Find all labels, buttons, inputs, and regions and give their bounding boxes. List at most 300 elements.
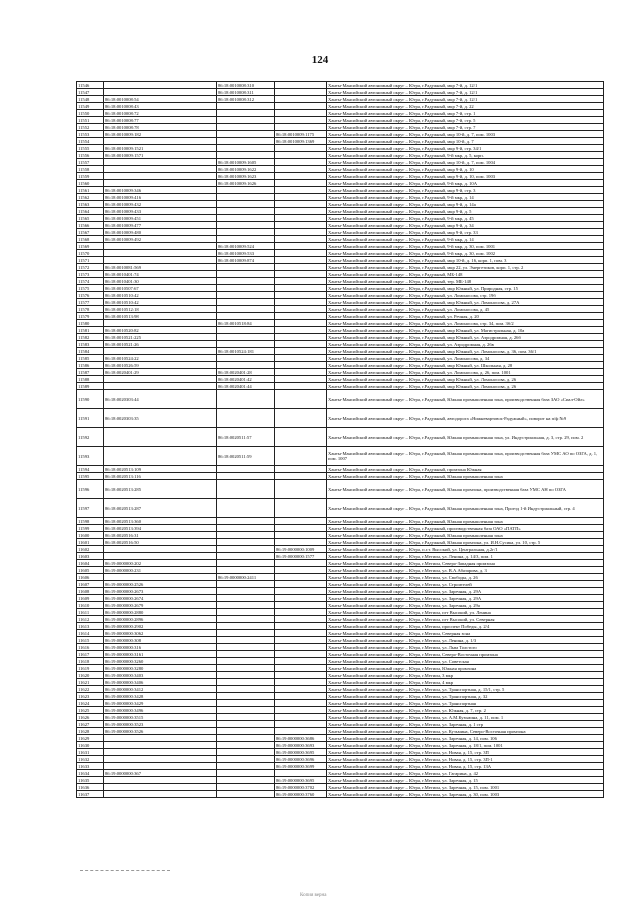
cadastral-number-1: 86:18:0010009:1571 <box>104 152 217 159</box>
cadastral-number-2 <box>217 327 275 334</box>
table-row <box>77 679 604 686</box>
cadastral-number-2 <box>217 532 275 539</box>
cadastral-number-3 <box>275 145 327 152</box>
address-cell: Ханты-Мансийский автономный округ – Югра, г.Мегион, ул. Заречная, д. 30, пом. 1003 <box>327 791 604 798</box>
address-cell: Ханты-Мансийский автономный округ – Югра, г.Радужный, мкр 9-й, стр. 3 <box>327 187 604 194</box>
cadastral-number-2 <box>217 215 275 222</box>
table-row <box>77 700 604 707</box>
cadastral-number-1: 86:19:0000000:316 <box>104 644 217 651</box>
row-number: 11624 <box>77 700 104 707</box>
cadastral-number-1 <box>104 348 217 355</box>
table-row <box>77 292 604 299</box>
cadastral-number-3 <box>275 229 327 236</box>
cadastral-number-2: 86:18:0010008:310 <box>217 82 275 89</box>
row-number: 11595 <box>77 473 104 480</box>
row-number: 11579 <box>77 313 104 320</box>
row-number: 11551 <box>77 117 104 124</box>
cadastral-number-1: 86:19:0000000:2902 <box>104 623 217 630</box>
table-row <box>77 271 604 278</box>
row-number: 11637 <box>77 791 104 798</box>
cadastral-number-1: 86:18:0010009:433 <box>104 208 217 215</box>
address-cell: Ханты-Мансийский автономный округ – Югра, г.Радужный, мкр 9-й, д. 10, пом. 1003 <box>327 173 604 180</box>
cadastral-number-2 <box>217 560 275 567</box>
table-row <box>77 278 604 285</box>
address-cell: Ханты-Мансийский автономный округ – Югра, г.Радужный, мкр Южный, ул. Ломоносова, д. 36, пом. 36/1 <box>327 348 604 355</box>
cadastral-number-2: 86:18:0010009:533 <box>217 250 275 257</box>
address-cell: Ханты-Мансийский автономный округ – Югра, г.Радужный, ул. Ломоносова, стр. 34, пом. 3б/2 <box>327 320 604 327</box>
row-number: 11550 <box>77 110 104 117</box>
cadastral-number-3 <box>275 609 327 616</box>
page-number: 124 <box>311 54 329 66</box>
cadastral-number-1: 86:18:0010008:78 <box>104 124 217 131</box>
row-number: 11581 <box>77 327 104 334</box>
table-row <box>77 376 604 383</box>
cadastral-number-1: 86:19:0000000:3429 <box>104 700 217 707</box>
address-cell: Ханты-Мансийский автономный округ – Югра, г.Радужный, мкр Южный, ул. Ломоносова, д. 27А <box>327 299 604 306</box>
cadastral-number-2 <box>217 553 275 560</box>
cadastral-number-3 <box>275 595 327 602</box>
row-number: 11622 <box>77 686 104 693</box>
address-cell: Ханты-Мансийский автономный округ – Югра, г.Мегион, ул. Заречная, д. 15 <box>327 777 604 784</box>
cadastral-number-1: 86:18:0010521:225 <box>104 334 217 341</box>
address-cell: Ханты-Мансийский автономный округ – Югра, г.Мегион, ул. Гагарина, д. 42 <box>327 770 604 777</box>
cadastral-number-1: 86:19:0000000:3496 <box>104 707 217 714</box>
table-row <box>77 229 604 236</box>
row-number: 11558 <box>77 166 104 173</box>
address-cell: Ханты-Мансийский автономный округ – Югра, г.Радужный, 9-й мкр, д. 30, пом. 1002 <box>327 250 604 257</box>
cadastral-number-2 <box>217 539 275 546</box>
cadastral-number-3 <box>275 665 327 672</box>
cadastral-number-2 <box>217 679 275 686</box>
cadastral-number-1 <box>104 777 217 784</box>
cadastral-number-1 <box>104 320 217 327</box>
row-number: 11556 <box>77 152 104 159</box>
address-cell: Ханты-Мансийский автономный округ – Югра, г.Мегион, Северо-Западная промзона <box>327 560 604 567</box>
cadastral-number-3 <box>275 264 327 271</box>
row-number: 11634 <box>77 770 104 777</box>
address-cell: Ханты-Мансийский автономный округ – Югра, г.Радужный, 9-й мкр, д. 45 <box>327 215 604 222</box>
cadastral-number-3 <box>275 728 327 735</box>
cadastral-number-3 <box>275 96 327 103</box>
address-cell: Ханты-Мансийский автономный округ – Югра, г.Радужный, Южная промзона, производственная база УМС АН по ОЗГА <box>327 480 604 499</box>
address-cell: Ханты-Мансийский автономный округ – Югра, г.Радужный, мкр 7-й, стр. 7 <box>327 124 604 131</box>
table-row <box>77 735 604 742</box>
cadastral-number-2 <box>217 770 275 777</box>
cadastral-number-3 <box>275 285 327 292</box>
cadastral-number-2 <box>217 602 275 609</box>
table-row <box>77 250 604 257</box>
cadastral-number-2: 86:18:0010518:84 <box>217 320 275 327</box>
cadastral-number-2 <box>217 518 275 525</box>
cadastral-number-1: 86:19:0000000:2674 <box>104 595 217 602</box>
cadastral-number-3 <box>275 362 327 369</box>
cadastral-number-3 <box>275 292 327 299</box>
cadastral-number-2 <box>217 777 275 784</box>
cadastral-number-3 <box>275 390 327 409</box>
table-row <box>77 777 604 784</box>
table-row <box>77 588 604 595</box>
cadastral-number-1: 86:19:0000000:367 <box>104 770 217 777</box>
address-cell: Ханты-Мансийский автономный округ – Югра, г.Мегион, ул. Заречная, д. 1 стр <box>327 721 604 728</box>
table-row <box>77 145 604 152</box>
cadastral-number-3: 86:19:0000000:3702 <box>275 784 327 791</box>
cadastral-number-1: 86:19:0000000:2679 <box>104 602 217 609</box>
cadastral-number-1 <box>104 742 217 749</box>
cadastral-number-1 <box>104 257 217 264</box>
cadastral-number-2 <box>217 152 275 159</box>
row-number: 11625 <box>77 707 104 714</box>
cadastral-number-2 <box>217 480 275 499</box>
cadastral-number-1: 86:18:0010510:42 <box>104 292 217 299</box>
cadastral-number-2 <box>217 355 275 362</box>
cadastral-number-3 <box>275 574 327 581</box>
cadastral-number-1: 86:18:0010008:54 <box>104 96 217 103</box>
table-row <box>77 466 604 473</box>
address-cell: Ханты-Мансийский автономный округ – Югра, г.Радужный, производственная база ОАО «ПАТП» <box>327 525 604 532</box>
table-row <box>77 201 604 208</box>
cadastral-number-2 <box>217 609 275 616</box>
cadastral-number-3 <box>275 630 327 637</box>
row-number: 11601 <box>77 539 104 546</box>
table-row <box>77 693 604 700</box>
address-cell: Ханты-Мансийский автономный округ – Югра, г.Мегион, ул. Строителей <box>327 581 604 588</box>
table-row <box>77 173 604 180</box>
row-number: 11568 <box>77 236 104 243</box>
row-number: 11591 <box>77 409 104 428</box>
cadastral-number-3 <box>275 313 327 320</box>
table-row <box>77 131 604 138</box>
address-cell: Ханты-Мансийский автономный округ – Югра, г.Мегион, ул. Новая, д. 15, стр. 3П <box>327 749 604 756</box>
row-number: 11611 <box>77 609 104 616</box>
cadastral-number-1: 86:19:0000000:231 <box>104 567 217 574</box>
table-row <box>77 546 604 553</box>
table-row <box>77 187 604 194</box>
cadastral-number-3 <box>275 271 327 278</box>
table-row <box>77 285 604 292</box>
table-row <box>77 362 604 369</box>
cadastral-number-3 <box>275 672 327 679</box>
cadastral-number-3 <box>275 208 327 215</box>
cadastral-number-1: 86:19:0000000:2896 <box>104 616 217 623</box>
row-number: 11574 <box>77 278 104 285</box>
address-cell: Ханты-Мансийский автономный округ – Югра, г.Мегион, ул. Южная, д. 7, стр. 2 <box>327 707 604 714</box>
table-row <box>77 89 604 96</box>
cadastral-number-3: 86:19:0000000:3699 <box>275 763 327 770</box>
table-row <box>77 152 604 159</box>
row-number: 11605 <box>77 567 104 574</box>
address-cell: Ханты-Мансийский автономный округ – Югра, г.Радужный, Южная промышленная зона, ул. Индустриальная, д. 3, стр. 29, пом. 2 <box>327 428 604 447</box>
cadastral-number-1: 86:18:0010401:30 <box>104 278 217 285</box>
cadastral-number-2: 86:18:0020401:28 <box>217 369 275 376</box>
cadastral-number-2 <box>217 194 275 201</box>
row-number: 11633 <box>77 763 104 770</box>
table-row <box>77 539 604 546</box>
address-cell: Ханты-Мансийский автономный округ – Югра, г.Радужный, Южная промышленная зона <box>327 518 604 525</box>
cadastral-number-1: 86:19:0000000:3280 <box>104 665 217 672</box>
cadastral-number-1: 86:18:0010009:480 <box>104 229 217 236</box>
table-row <box>77 96 604 103</box>
row-number: 11587 <box>77 369 104 376</box>
table-row <box>77 714 604 721</box>
cadastral-number-3 <box>275 616 327 623</box>
address-cell: Ханты-Мансийский автономный округ – Югра, г.Мегион, ул. Ленина, д. 14/3, пом. 1 <box>327 553 604 560</box>
cadastral-number-1: 86:18:0020513:285 <box>104 480 217 499</box>
cadastral-number-3 <box>275 707 327 714</box>
cadastral-number-3 <box>275 376 327 383</box>
cadastral-number-3 <box>275 187 327 194</box>
row-number: 11615 <box>77 637 104 644</box>
cadastral-number-3 <box>275 355 327 362</box>
cadastral-number-2 <box>217 131 275 138</box>
row-number: 11598 <box>77 518 104 525</box>
row-number: 11573 <box>77 271 104 278</box>
cadastral-number-1 <box>104 749 217 756</box>
row-number: 11619 <box>77 665 104 672</box>
table-row <box>77 124 604 131</box>
cadastral-number-3 <box>275 637 327 644</box>
cadastral-number-3: 86:19:0000000:3695 <box>275 749 327 756</box>
table-row <box>77 763 604 770</box>
cadastral-number-3 <box>275 327 327 334</box>
cadastral-number-2 <box>217 791 275 798</box>
address-cell: Ханты-Мансийский автономный округ – Югра, г.Радужный, Южная промышленная зона <box>327 473 604 480</box>
cadastral-number-2 <box>217 208 275 215</box>
cadastral-number-2 <box>217 763 275 770</box>
table-row <box>77 581 604 588</box>
address-cell: Ханты-Мансийский автономный округ – Югра, г.Мегион, ул. А.М.Кузьмина, д. 11, пом. 1 <box>327 714 604 721</box>
row-number: 11577 <box>77 299 104 306</box>
row-number: 11584 <box>77 348 104 355</box>
table-row <box>77 784 604 791</box>
table-row <box>77 243 604 250</box>
cadastral-number-3 <box>275 567 327 574</box>
table-row <box>77 222 604 229</box>
cadastral-number-3 <box>275 215 327 222</box>
cadastral-number-3 <box>275 525 327 532</box>
cadastral-number-1: 86:19:0000000:202 <box>104 560 217 567</box>
address-cell: Ханты-Мансийский автономный округ – Югра, г.Радужный, Южная промышленная зона, производственная база УМС АО по ОЗГА, д. 1, пом. 1007 <box>327 447 604 466</box>
cadastral-number-3 <box>275 602 327 609</box>
cadastral-number-3 <box>275 236 327 243</box>
row-number: 11603 <box>77 553 104 560</box>
cadastral-number-2 <box>217 623 275 630</box>
cadastral-number-2 <box>217 546 275 553</box>
table-row <box>77 567 604 574</box>
cadastral-number-2 <box>217 686 275 693</box>
row-number: 11608 <box>77 588 104 595</box>
cadastral-number-3 <box>275 658 327 665</box>
address-cell: Ханты-Мансийский автономный округ – Югра, п.г.т. Высокий, ул. Центральная, д.2г/1 <box>327 546 604 553</box>
cadastral-number-1: 86:19:0000000:3526 <box>104 728 217 735</box>
table-row <box>77 553 604 560</box>
cadastral-number-1: 86:18:0020303:35 <box>104 409 217 428</box>
table-row <box>77 159 604 166</box>
address-cell: Ханты-Мансийский автономный округ – Югра, г.Радужный, мкр 22, ул. Энергетиков, корп. 1, стр. 2 <box>327 264 604 271</box>
row-number: 11607 <box>77 581 104 588</box>
address-cell: Ханты-Мансийский автономный округ – Югра, г.Мегион, Северо-Восточная промзона <box>327 651 604 658</box>
cadastral-number-1: 86:18:0010526:59 <box>104 362 217 369</box>
table-row <box>77 180 604 187</box>
table-row <box>77 665 604 672</box>
cadastral-number-1 <box>104 243 217 250</box>
row-number: 11621 <box>77 679 104 686</box>
cadastral-number-2 <box>217 466 275 473</box>
row-number: 11588 <box>77 376 104 383</box>
cadastral-number-1: 86:18:0020513:287 <box>104 499 217 518</box>
address-cell: Ханты-Мансийский автономный округ – Югра, г.Мегион, ул. Заречная, д. 29А <box>327 595 604 602</box>
cadastral-number-2 <box>217 525 275 532</box>
row-number: 11554 <box>77 138 104 145</box>
row-number: 11546 <box>77 82 104 89</box>
cadastral-number-3 <box>275 700 327 707</box>
cadastral-number-2 <box>217 236 275 243</box>
cadastral-number-2 <box>217 693 275 700</box>
cadastral-number-3 <box>275 770 327 777</box>
row-number: 11620 <box>77 672 104 679</box>
address-cell: Ханты-Мансийский автономный округ – Югра, г.Радужный, Южная промышленная зона <box>327 532 604 539</box>
cadastral-number-1: 86:18:0010520:82 <box>104 327 217 334</box>
row-number: 11575 <box>77 285 104 292</box>
cadastral-number-2 <box>217 390 275 409</box>
address-cell: Ханты-Мансийский автономный округ – Югра, г.Радужный, тер. МБ-148 <box>327 278 604 285</box>
cadastral-number-1: 86:18:0010008:43 <box>104 103 217 110</box>
table-row <box>77 320 604 327</box>
table-row <box>77 595 604 602</box>
row-number: 11567 <box>77 229 104 236</box>
cadastral-number-3 <box>275 243 327 250</box>
address-cell: Ханты-Мансийский автономный округ – Югра, г.Радужный, мкр 9-й, стр. 34/1 <box>327 145 604 152</box>
row-number: 11599 <box>77 525 104 532</box>
row-number: 11572 <box>77 264 104 271</box>
cadastral-number-3 <box>275 334 327 341</box>
cadastral-number-2 <box>217 299 275 306</box>
cadastral-number-3: 86:19:0000000:1009 <box>275 546 327 553</box>
address-cell: Ханты-Мансийский автономный округ – Югра, г.Радужный, ул. Ломоносова, д. 26, пом. 1001 <box>327 369 604 376</box>
cadastral-number-3 <box>275 110 327 117</box>
cadastral-number-2: 86:18:0020511:57 <box>217 428 275 447</box>
table-row <box>77 341 604 348</box>
row-number: 11600 <box>77 532 104 539</box>
row-number: 11606 <box>77 574 104 581</box>
row-number: 11632 <box>77 756 104 763</box>
table-row <box>77 742 604 749</box>
cadastral-number-1: 86:19:0000000:3062 <box>104 630 217 637</box>
cadastral-number-1: 86:18:0010009:451 <box>104 215 217 222</box>
cadastral-number-3: 86:19:0000000:3695 <box>275 777 327 784</box>
row-number: 11635 <box>77 777 104 784</box>
row-number: 11557 <box>77 159 104 166</box>
cadastral-number-3 <box>275 623 327 630</box>
cadastral-number-3: 86:19:0000000:1577 <box>275 553 327 560</box>
cadastral-number-2 <box>217 145 275 152</box>
cadastral-number-2 <box>217 707 275 714</box>
row-number: 11596 <box>77 480 104 499</box>
table-row <box>77 630 604 637</box>
table-row <box>77 499 604 518</box>
cadastral-number-2 <box>217 651 275 658</box>
table-row <box>77 447 604 466</box>
table-row <box>77 532 604 539</box>
cadastral-number-1: 86:18:0010009:416 <box>104 194 217 201</box>
row-number: 11563 <box>77 201 104 208</box>
address-cell: Ханты-Мансийский автономный округ – Югра, г.Мегион, ул. Транспортная, д. 32 <box>327 693 604 700</box>
cadastral-number-2 <box>217 292 275 299</box>
cadastral-number-3 <box>275 250 327 257</box>
cadastral-number-2 <box>217 721 275 728</box>
cadastral-number-2 <box>217 409 275 428</box>
cadastral-number-1: 86:18:0020303:44 <box>104 390 217 409</box>
row-number: 11578 <box>77 306 104 313</box>
cadastral-number-3 <box>275 518 327 525</box>
row-number: 11602 <box>77 546 104 553</box>
cadastral-number-1 <box>104 159 217 166</box>
address-cell: Ханты-Мансийский автономный округ – Югра, г.Радужный, промзона Южная <box>327 466 604 473</box>
cadastral-number-1: 86:18:0010009:1521 <box>104 145 217 152</box>
cadastral-number-2 <box>217 728 275 735</box>
address-cell: Ханты-Мансийский автономный округ – Югра, г.Мегион, ул. Льва Толстого <box>327 644 604 651</box>
address-cell: Ханты-Мансийский автономный округ – Югра, г.Радужный, мкр 10-й, д. 16, корп. 1, пом. 3 <box>327 257 604 264</box>
row-number: 11552 <box>77 124 104 131</box>
address-cell: Ханты-Мансийский автономный округ – Югра, г.Радужный, мкр 9-й, д. 14а <box>327 201 604 208</box>
table-row <box>77 138 604 145</box>
address-cell: Ханты-Мансийский автономный округ – Югра, г.Радужный, мкр 7-й, д. 12/1 <box>327 96 604 103</box>
cadastral-number-1: 86:18:0010008:77 <box>104 117 217 124</box>
address-cell: Ханты-Мансийский автономный округ – Югра, г.Радужный, мкр 7-й, д. 22 <box>327 103 604 110</box>
cadastral-number-1: 86:19:0000000:2526 <box>104 581 217 588</box>
row-number: 11562 <box>77 194 104 201</box>
row-number: 11585 <box>77 355 104 362</box>
row-number: 11623 <box>77 693 104 700</box>
cadastral-number-2: 86:18:0010524:181 <box>217 348 275 355</box>
address-cell: Ханты-Мансийский автономный округ – Югра, г.Мегион, ул. Свободы, д. 26 <box>327 574 604 581</box>
address-cell: Ханты-Мансийский автономный округ – Югра, г.Радужный, мкр 10-й, д. 7 <box>327 138 604 145</box>
row-number: 11569 <box>77 243 104 250</box>
cadastral-number-3 <box>275 679 327 686</box>
cadastral-number-1: 86:19:0000000:3412 <box>104 686 217 693</box>
cadastral-number-1: 86:18:0010510:42 <box>104 299 217 306</box>
address-cell: Ханты-Мансийский автономный округ – Югра, г.Радужный, мкр 9-й, д. 10 <box>327 166 604 173</box>
cadastral-number-3 <box>275 348 327 355</box>
cadastral-number-2 <box>217 117 275 124</box>
table-row <box>77 525 604 532</box>
cadastral-number-2 <box>217 473 275 480</box>
cadastral-number-3 <box>275 714 327 721</box>
cadastral-number-1: 86:19:0000000:3403 <box>104 672 217 679</box>
cadastral-number-1 <box>104 553 217 560</box>
address-cell: Ханты-Мансийский автономный округ – Югра, г.Мегион, 3 мкр <box>327 672 604 679</box>
address-cell: Ханты-Мансийский автономный округ – Югра, г.Радужный, мкр Южный, ул. Природная, стр. 15 <box>327 285 604 292</box>
cadastral-number-2 <box>217 313 275 320</box>
address-cell: Ханты-Мансийский автономный округ – Югра, г.Радужный, МБ-148 <box>327 271 604 278</box>
cadastral-number-2 <box>217 742 275 749</box>
cadastral-number-2 <box>217 749 275 756</box>
address-cell: Ханты-Мансийский автономный округ – Югра, г.Радужный, мкр Южный, ул. Аэродромная, д. 26б <box>327 334 604 341</box>
address-cell: Ханты-Мансийский автономный округ – Югра, г.Мегион, ул. Новая, д. 15, стр. 3П-1 <box>327 756 604 763</box>
cadastral-number-1: 86:18:0020513:360 <box>104 518 217 525</box>
cadastral-number-2 <box>217 784 275 791</box>
cadastral-number-3 <box>275 320 327 327</box>
cadastral-number-2 <box>217 278 275 285</box>
address-cell: Ханты-Мансийский автономный округ – Югра, г.Радужный, 9-й мкр, д. 30, пом. 1001 <box>327 243 604 250</box>
separator-line <box>80 870 170 871</box>
cadastral-number-1 <box>104 546 217 553</box>
cadastral-number-2: 86:18:0010009:524 <box>217 243 275 250</box>
cadastral-number-3 <box>275 721 327 728</box>
cadastral-number-1 <box>104 791 217 798</box>
table-row <box>77 623 604 630</box>
cadastral-number-2 <box>217 264 275 271</box>
registry-table <box>76 81 604 798</box>
